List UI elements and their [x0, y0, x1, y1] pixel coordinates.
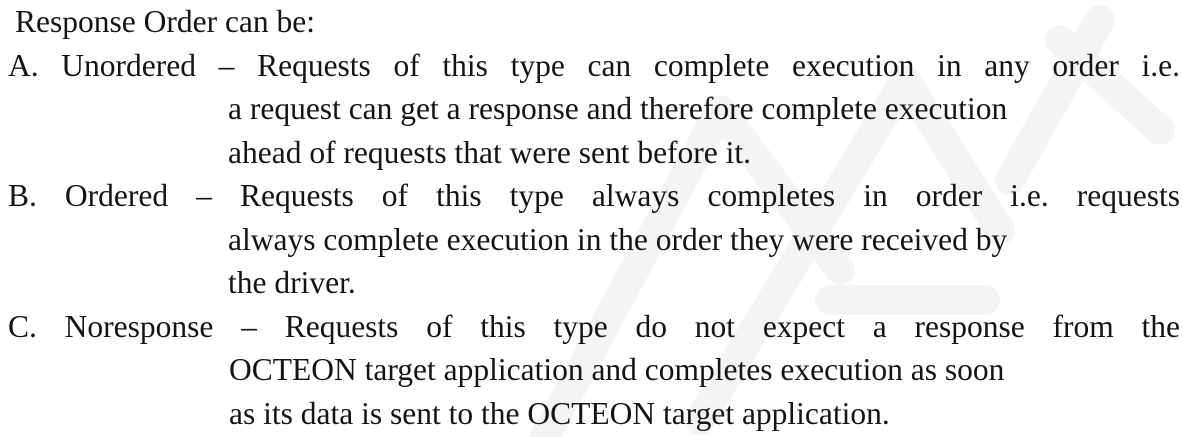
item-text: Requests of this type always completes in order i.e. requests	[240, 178, 1181, 213]
list-item-first-line	[8, 305, 1180, 349]
item-label: B. Ordered	[8, 178, 169, 213]
list-item-continuation: OCTEON target application and completes execution as soon	[229, 352, 1005, 387]
intro-text: Response Order can be:	[15, 4, 316, 39]
list-item-first-line	[8, 174, 1180, 218]
item-label: C. Noresponse	[8, 308, 214, 344]
list-item-continuation: as its data is sent to the OCTEON target application.	[229, 395, 890, 431]
list-item-continuation: a request can get a response and therefore complete execution	[228, 91, 1008, 126]
item-dash: –	[241, 308, 257, 344]
response-order-text	[8, 0, 1180, 435]
item-text: Requests of this type can complete execution in any order i.e.	[257, 47, 1180, 83]
list-item-continuation: always complete execution in the order they were received by	[228, 221, 1008, 257]
item-dash: –	[196, 178, 212, 213]
list-item-first-line	[8, 44, 1180, 88]
list-item-continuation: ahead of requests that were sent before it.	[228, 134, 752, 170]
list-item-continuation: the driver.	[228, 265, 356, 300]
item-dash: –	[218, 47, 235, 83]
list-item-unordered	[8, 44, 1180, 175]
list-item-ordered	[8, 174, 1180, 305]
item-label: A. Unordered	[8, 47, 196, 83]
item-text: Requests of this type do not expect a response from the	[284, 308, 1181, 344]
list-item-noresponse	[8, 305, 1180, 436]
